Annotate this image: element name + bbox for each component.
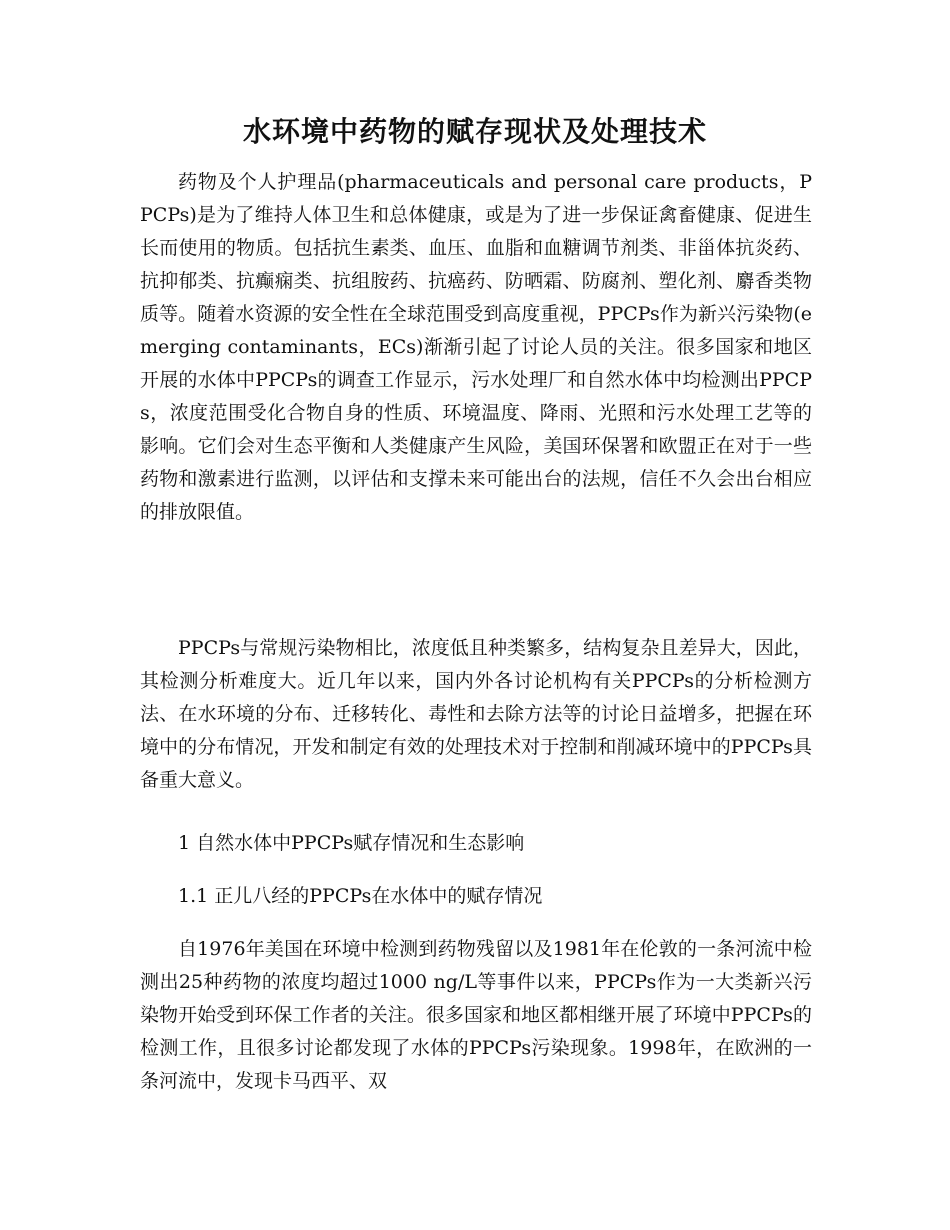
paragraph-intro: 药物及个人护理品(pharmaceuticals and personal care products，PPCPs)是为了维持人体卫生和总体健康，或是为了进一步保证禽畜健康、促进生长而使用的物质。包括抗生素类、血压、血脂和血糖调节剂类、非甾体抗炎药、抗抑郁类、抗癫痫类、抗组胺药、抗癌药、防晒霜、防腐剂、塑化剂、麝香类物质等。随着水资源的安全性在全球范围受到高度重视，PPCPs作为新兴污染物(emerging contaminants，ECs)渐渐引起了讨论人员的关注。很多国家和地区开展的水体中PPCPs的调查工作显示，污水处理厂和自然水体中均检测出PPCPs，浓度范围受化合物自身的性质、环境温度、降雨、光照和污水处理工艺等的影响。它们会对生态平衡和人类健康产生风险，美国环保署和欧盟正在对于一些药物和激素进行监测，以评估和支撑未来可能出台的法规，信任不久会出台相应的排放限值。 bbox=[140, 171, 812, 523]
document-title: 水环境中药物的赋存现状及处理技术 bbox=[242, 115, 707, 148]
section-heading-1: 1 自然水体中PPCPs赋存情况和生态影响 bbox=[178, 832, 525, 854]
paragraph-analysis: PPCPs与常规污染物相比，浓度低且种类繁多，结构复杂且差异大，因此，其检测分析难度大。近几年以来，国内外各讨论机构有关PPCPs的分析检测方法、在水环境的分布、迁移转化、毒性和去除方法等的讨论日益增多，把握在环境中的分布情况，开发和制定有效的处理技术对于控制和削减环境中的PPCPs具备重大意义。 bbox=[140, 637, 812, 791]
section-heading-1-1: 1.1 正儿八经的PPCPs在水体中的赋存情况 bbox=[178, 885, 543, 907]
paragraph-occurrence: 自1976年美国在环境中检测到药物残留以及1981年在伦敦的一条河流中检测出25种药物的浓度均超过1000 ng/L等事件以来，PPCPs作为一大类新兴污染物开始受到环保工作者的关注。很多国家和地区都相继开展了环境中PPCPs的检测工作，且很多讨论都发现了水体的PPCPs污染现象。1998年，在欧洲的一条河流中，发现卡马西平、双 bbox=[140, 938, 812, 1092]
